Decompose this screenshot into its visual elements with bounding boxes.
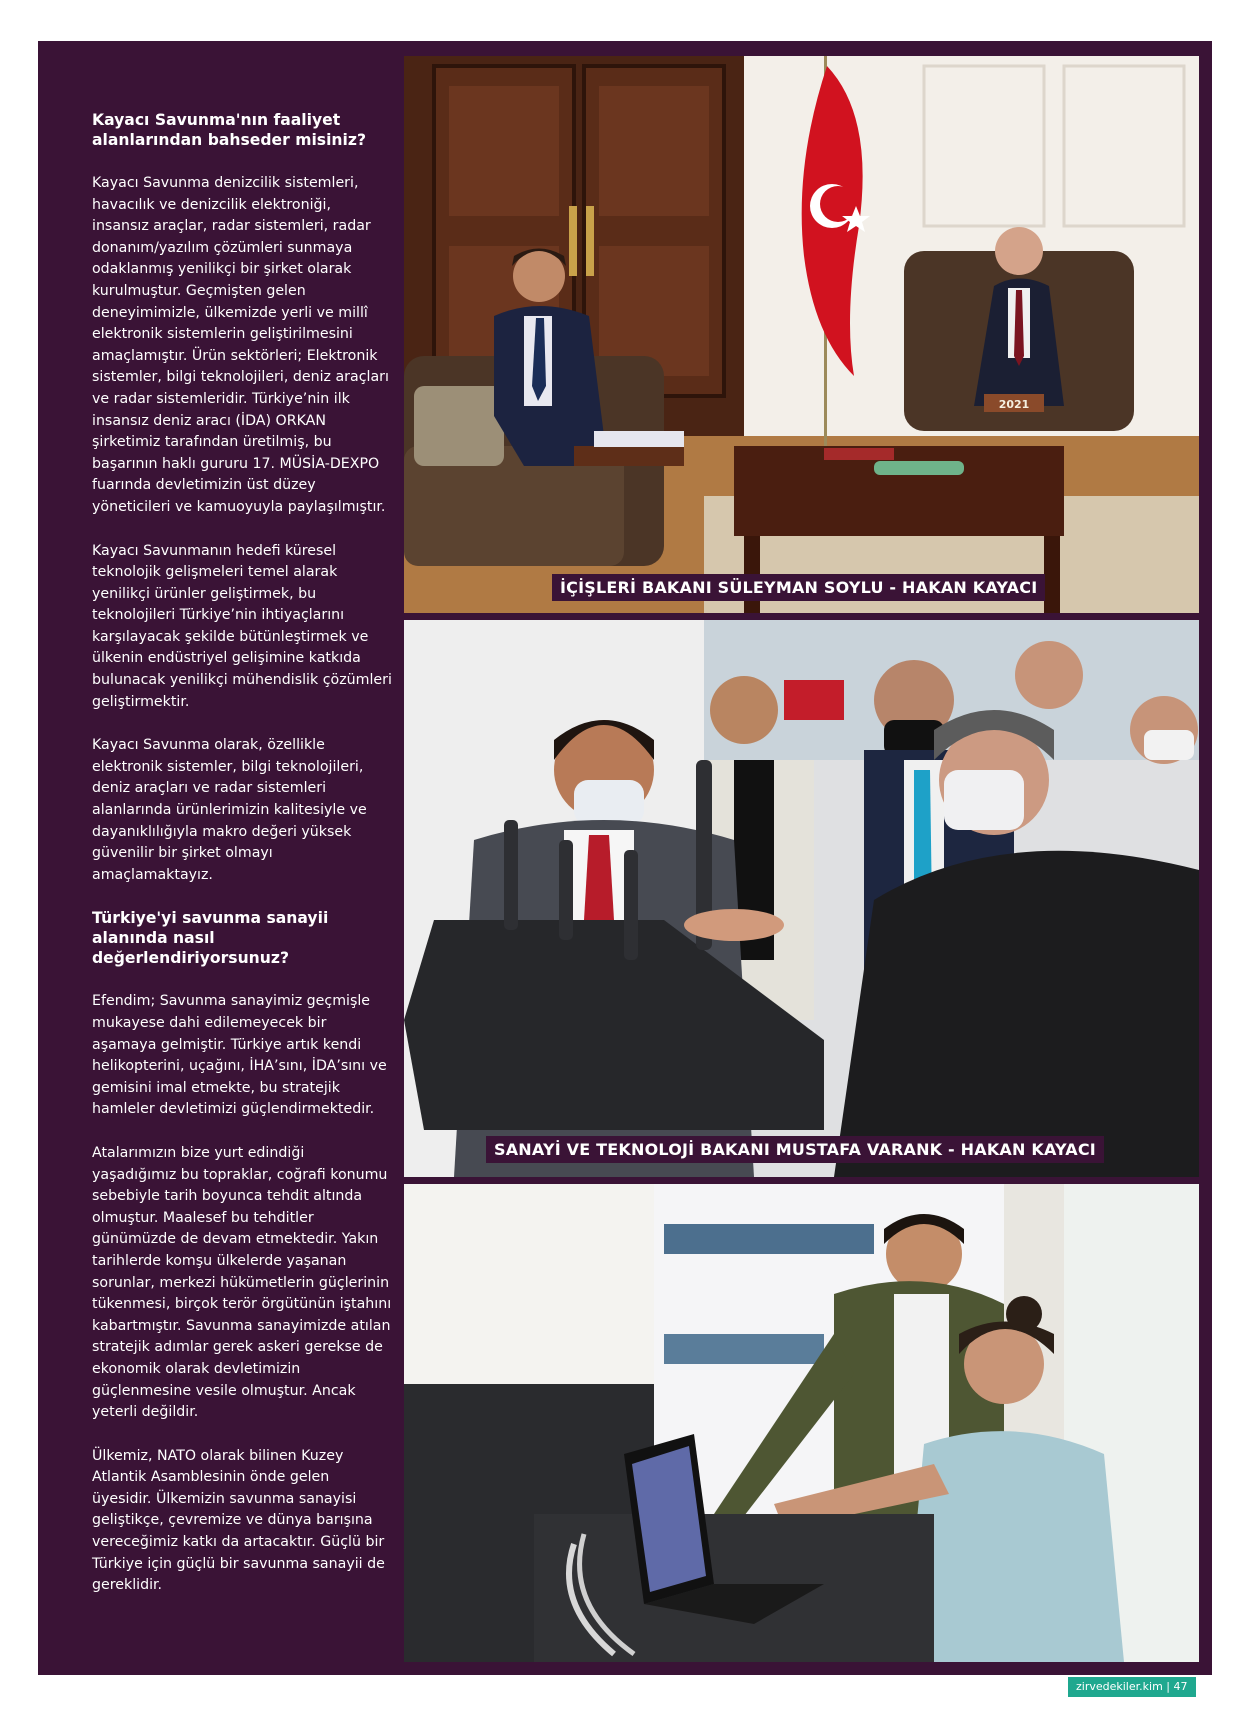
page-footer — [1068, 1677, 1196, 1697]
photo-office-meeting — [404, 56, 1199, 613]
answer-paragraph-3: Kayacı Savunma olarak, özellikle elektronik sistemler, bilgi teknolojileri, deniz araçları ve radar sistemleri alanlarında ürünlerimizin kalitesiyle ve dayanıklılığıyla makro değeri yüksek güvenilir bir şirket olmayı amaçlamaktayız. — [92, 737, 367, 883]
page-number: 47 — [1173, 1680, 1188, 1693]
answer-paragraph-4: Efendim; Savunma sanayimiz geçmişle mukayese dahi edilemeyecek bir aşamaya gelmiştir. Türkiye artık kendi helikopterini, uçağını, İHA’sını, İDA’sını ve gemisini imal etmekte, bu stratejik hamleler devletimizi güçlendirmektedir. — [92, 993, 387, 1118]
answer-paragraph-5: Atalarımızın bize yurt edindiği yaşadığımız bu topraklar, coğrafi konumu sebebiyle tarih boyunca tehdit altında olmuştur. Maalesef bu tehditler günümüzde de devam etmektedir. Yakın tarihlerde komşu ülkelerde yaşanan sorunlar, merkezi hükümetlerin güçlerinin tükenmesi, birçok terör örgütünün iştahını kabartmıştır. Savunma sanayimizde atılan stratejik adımlar gerek askeri gerekse de ekonomik olarak devletimizin güçlenmesine vesile olmuştur. Ancak yeterli değildir. — [92, 1144, 392, 1421]
photo-caption-1: İÇİŞLERİ BAKANI SÜLEYMAN SOYLU - HAKAN KAYACI — [552, 574, 1045, 601]
site-name: zirvedekiler.kim — [1076, 1680, 1163, 1693]
answer-paragraph-1: Kayacı Savunma denizcilik sistemleri, havacılık ve denizcilik elektroniği, insansız araçlar, radar sistemleri, radar donanım/yazılım çözümleri sunmaya odaklanmış yenilikçi bir şirket olarak kurulmuştur. Geçmişten gelen deneyimimizle, ülkemizde yerli ve millî elektronik sistemlerin geliştirilmesini amaçlamıştır. Ürün sektörleri; Elektronik sistemler, bilgi teknolojileri, deniz araçları ve radar sistemleridir. Türkiye’nin ilk insansız deniz aracı (İDA) ORKAN şirketimiz tarafından üretilmiş, bu başarının haklı gururu 17. MÜSİA-DEXPO fuarında devletimizin üst düzey yöneticileri ve kamuoyuyla paylaşılmıştır. — [92, 175, 389, 515]
question-heading-2: Türkiye'yi savunma sanayii alanında nasıl değerlendiriyorsunuz? — [92, 909, 329, 968]
footer-separator: | — [1166, 1680, 1170, 1693]
photo-caption-2: SANAYİ VE TEKNOLOJİ BAKANI MUSTAFA VARANK - HAKAN KAYACI — [486, 1136, 1104, 1163]
question-heading-1: Kayacı Savunma'nın faaliyet alanlarından bahseder misiniz? — [92, 111, 367, 149]
answer-paragraph-6: Ülkemiz, NATO olarak bilinen Kuzey Atlantik Asamblesinin önde gelen üyesidir. Ülkemizin savunma sanayisi geliştikçe, çevremize ve dünya barışına vereceğimiz katkı da artacaktır. Güçlü bir Türkiye için güçlü bir savunma sanayii de gereklidir. — [92, 1447, 385, 1594]
year-plaque-label: 2021 — [998, 398, 1030, 411]
photo-lab-computer — [404, 1184, 1199, 1662]
article-text-column — [92, 110, 392, 1597]
answer-paragraph-2: Kayacı Savunmanın hedefi küresel teknolojik gelişmeleri temel alarak yenilikçi ürünler geliştirmek, bu teknolojileri Türkiye’nin ihtiyaçlarını karşılayacak şekilde bütünleştirmek ve ülkenin endüstriyel gelişimine katkıda bulunacak yenilikçi mühendislik çözümleri geliştirmektir. — [92, 542, 392, 710]
photo-expo-visit — [404, 620, 1199, 1177]
